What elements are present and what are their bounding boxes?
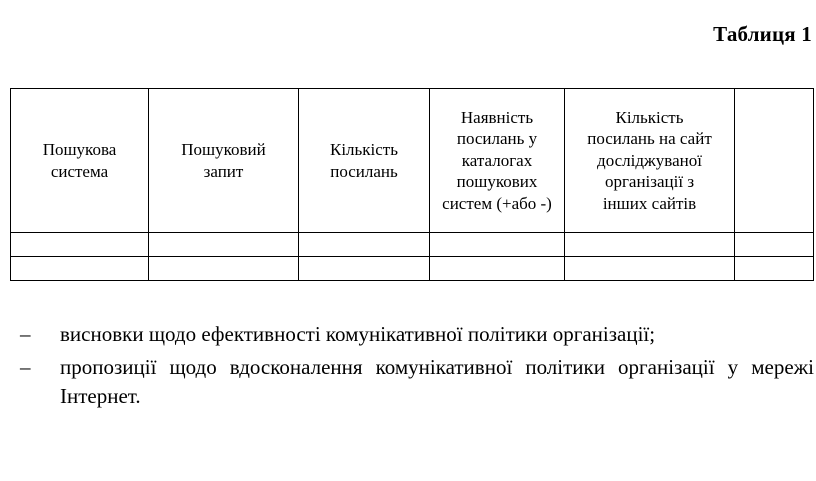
table-row <box>11 257 814 281</box>
table-cell <box>11 233 149 257</box>
header-cell <box>565 89 735 233</box>
dash-marker: – <box>20 322 31 346</box>
dash-marker: – <box>20 355 31 379</box>
header-catalog-links: Наявність посилань у каталогах пошукових систем (+або -) <box>442 107 552 213</box>
data-table <box>10 88 814 281</box>
table-cell <box>565 233 735 257</box>
header-cell <box>11 89 149 233</box>
bullet-list <box>20 320 814 415</box>
header-link-count: Кількість посилань <box>329 140 398 181</box>
table-cell <box>299 233 430 257</box>
list-item-text: пропозиції щодо вдосконалення комунікативної політики організації у мережі Інтернет. <box>60 355 814 408</box>
table-header-row <box>11 89 814 233</box>
table-cell <box>430 233 565 257</box>
header-cell <box>735 89 814 233</box>
table-cell <box>149 257 299 281</box>
table-cell <box>565 257 735 281</box>
table-cell <box>11 257 149 281</box>
header-cell <box>299 89 430 233</box>
table-cell <box>430 257 565 281</box>
table-caption: Таблиця 1 <box>713 22 812 46</box>
table-cell <box>735 257 814 281</box>
header-search-query: Пошуковий запит <box>181 140 266 181</box>
table-row <box>11 233 814 257</box>
list-item-text: висновки щодо ефективності комунікативної політики організації; <box>60 322 656 346</box>
list-item <box>20 353 814 411</box>
table-cell <box>299 257 430 281</box>
table-cell <box>735 233 814 257</box>
header-external-links: Кількість посилань на сайт досліджуваної організації з інших сайтів <box>587 107 712 213</box>
header-cell <box>149 89 299 233</box>
header-search-engine: Пошукова система <box>42 140 117 181</box>
list-item <box>20 320 814 349</box>
header-cell <box>430 89 565 233</box>
table-cell <box>149 233 299 257</box>
